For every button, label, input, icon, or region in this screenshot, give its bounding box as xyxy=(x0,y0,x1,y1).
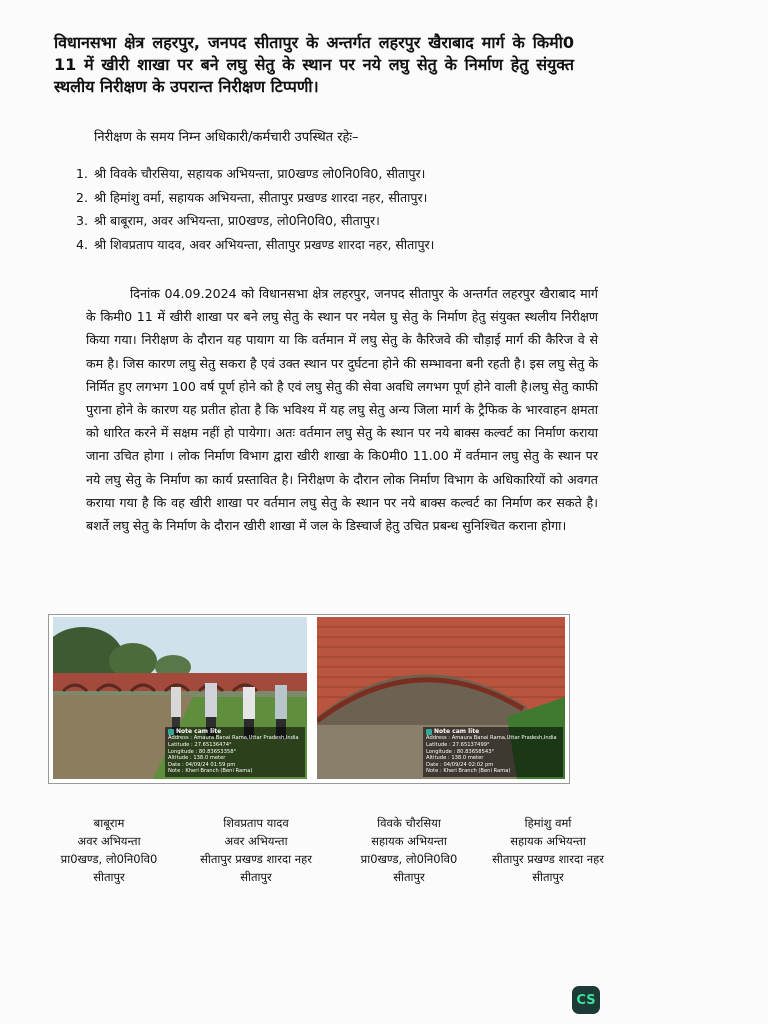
signatory-designation: अवर अभियन्ता xyxy=(224,834,288,848)
signature-vivek xyxy=(344,814,474,886)
camera-app-icon xyxy=(168,729,174,735)
site-photo-officers xyxy=(53,617,307,779)
signatory-designation: अवर अभियन्ता xyxy=(77,834,141,848)
inspection-body: दिनांक 04.09.2024 को विधानसभा क्षेत्र लहरपुर, जनपद सीतापुर के अन्तर्गत लहरपुर खैराबाद मार्ग के किमी0 11 में खीरी शाखा पर बने लघु सेतु के स्थान पर नयेल घु सेतु के निर्माण हेतु संयुक्त स्थलीय निरीक्षण किया गया। निरीक्षण के दौरान यह पायाग या कि वर्तमान में लघु सेतु के कैरिजवे की चौड़ाई मार्ग की कैरिज वे से कम है। जिस कारण लघु सेतु सकरा है एवं उक्त स्थान पर दुर्घटना होने की सम्भावना बनी रहती है। इस लघु सेतु के निर्मित हुए लगभग 100 वर्ष पूर्ण होने को है एवं लघु सेतु की सेवा अवधि लगभग पूर्ण होने वाली है।लघु सेतु काफी पुराना होने के कारण यह प्रतीत होता है कि भविश्य में यह लघु सेतु अन्य जिला मार्ग के ट्रैफिक के भारवाहन क्षमता को धारित करने में सक्षम नहीं हो पायेगा। अतः वर्तमान लघु सेतु के स्थान पर नये बाक्स कल्वर्ट का निर्माण कराया जाना उचित होगा । लोक निर्माण विभाग द्वारा खीरी शाखा के कि0मी0 11.00 में वर्तमान लघु सेतु के स्थान पर नये लघु सेतु के निर्माण का कार्य प्रस्तावित है। निरीक्षण के दौरान लोक निर्माण विभाग के अधिकारियों को अवगत कराया गया है कि वह खीरी शाखा पर वर्तमान लघु सेतु के स्थान पर नये बाक्स कल्वर्ट का निर्माण कर सकते है। बशर्ते लघु सेतु के निर्माण के दौरान खीरी शाखा में जल के डिस्चार्ज हेतु उचित प्रबन्ध सुनिश्चित कराना होगा। xyxy=(86,286,598,534)
officer-text: श्री हिमांशु वर्मा, सहायक अभियन्ता, सीतापुर प्रखण्ड शारदा नहर, सीतापुर। xyxy=(94,189,428,205)
camera-app-icon xyxy=(426,729,432,735)
officer-number: 4. xyxy=(76,236,88,252)
stamp-longitude: Longitude : 80.83653358° xyxy=(168,748,237,755)
officer-item xyxy=(76,233,596,257)
site-photo-arch xyxy=(317,617,565,779)
stamp-longitude: Longitude : 80.83658543° xyxy=(426,748,495,755)
stamp-altitude: Altitude : 138.0 meter xyxy=(168,755,226,762)
officer-text: श्री बाबूराम, अवर अभियन्ता, प्रा0खण्ड, लो0नि0वि0, सीतापुर। xyxy=(94,213,380,228)
signatory-name: बाबूराम xyxy=(93,816,125,830)
signatory-name: शिवप्रताप यादव xyxy=(223,816,289,830)
stamp-app-name: Note cam lite xyxy=(176,727,222,735)
officer-item xyxy=(76,162,596,186)
signatory-designation: सहायक अभियन्ता xyxy=(510,834,586,848)
stamp-latitude: Latitude : 27.65136474° xyxy=(168,742,232,749)
officer-item xyxy=(76,209,596,233)
stamp-altitude: Altitude : 138.0 meter xyxy=(426,755,484,762)
signatory-designation: सहायक अभियन्ता xyxy=(371,834,447,848)
signatory-office: प्रा0खण्ड, लो0नि0वि0 xyxy=(360,852,458,866)
officers-list xyxy=(76,162,596,256)
stamp-address: Address : Amaura Banai Rama,Uttar Pradesh,India xyxy=(168,735,299,742)
signatory-office: सीतापुर प्रखण्ड शारदा नहर xyxy=(200,852,312,866)
stamp-date: Date : 04/09/24 01:59 pm xyxy=(168,761,236,768)
stamp-app-name: Note cam lite xyxy=(434,727,480,735)
signatory-place: सीतापुर xyxy=(240,870,272,884)
stamp-date: Date : 04/09/24 02:02 pm xyxy=(426,761,494,768)
signatory-name: हिमांशु वर्मा xyxy=(524,816,572,830)
officer-number: 2. xyxy=(76,189,88,205)
officer-number: 1. xyxy=(76,166,88,181)
signature-block xyxy=(44,814,624,894)
signatory-place: सीतापुर xyxy=(93,870,125,884)
present-officers-line: निरीक्षण के समय निम्न अधिकारी/कर्मचारी उपस्थित रहेः– xyxy=(94,130,359,145)
signature-himanshu xyxy=(472,814,624,886)
signature-baburam xyxy=(44,814,174,886)
signatory-place: सीतापुर xyxy=(393,870,425,884)
officer-text: श्री विवके चौरसिया, सहायक अभियन्ता, प्रा0खण्ड लो0नि0वि0, सीतापुर। xyxy=(94,166,426,181)
officer-text: श्री शिवप्रताप यादव, अवर अभियन्ता, सीतापुर प्रखण्ड शारदा नहर, सीतापुर। xyxy=(94,236,435,252)
signatory-office: सीतापुर प्रखण्ड शारदा नहर xyxy=(492,852,604,866)
officer-number: 3. xyxy=(76,213,88,228)
signature-shivpratap xyxy=(176,814,336,886)
signatory-name: विवके चौरसिया xyxy=(377,816,441,830)
officer-item xyxy=(76,186,596,210)
photo-strip xyxy=(48,614,570,784)
geo-stamp xyxy=(423,727,563,777)
signatory-office: प्रा0खण्ड, लो0नि0वि0 xyxy=(60,852,158,866)
stamp-note: Note : Kheri Branch (Beni Rama) xyxy=(168,768,253,775)
stamp-latitude: Latitude : 27.65137499° xyxy=(426,742,490,749)
stamp-note: Note : Kheri Branch (Beni Rama) xyxy=(426,768,511,775)
camscanner-logo-icon: CS xyxy=(572,986,600,1014)
geo-stamp xyxy=(165,727,305,777)
signatory-place: सीतापुर xyxy=(532,870,564,884)
document-title: विधानसभा क्षेत्र लहरपुर, जनपद सीतापुर के अन्तर्गत लहरपुर खैराबाद मार्ग के किमी0 11 में खीरी शाखा पर बने लघु सेतु के स्थान पर नये लघु सेतु के निर्माण हेतु संयुक्त स्थलीय निरीक्षण के उपरान्त निरीक्षण टिप्पणी। xyxy=(54,33,574,96)
stamp-address: Address : Amaura Banai Rama,Uttar Pradesh,India xyxy=(426,735,557,742)
